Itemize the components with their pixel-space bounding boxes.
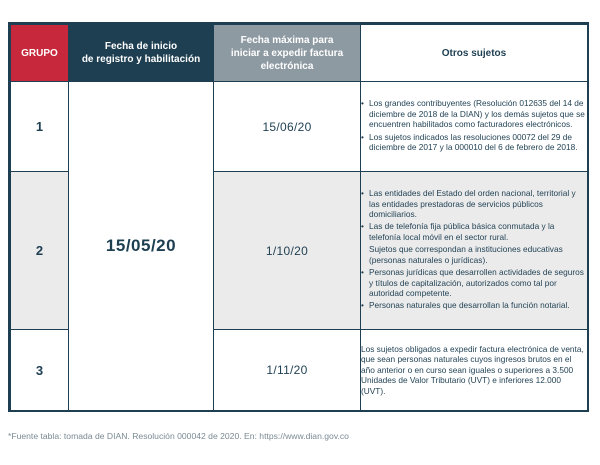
source-footnote: *Fuente tabla: tomada de DIAN. Resolución 000042 de 2020. En: https://www.dian.gov.co (8, 431, 349, 441)
header-fecha-inicio-line2: de registro y habilitación (81, 54, 201, 65)
list-item: • Las entidades del Estado del orden nacional, territorial y las entidades prestadoras de servicios públicos domiciliarios. (369, 188, 587, 219)
fecha-maxima: 1/10/20 (214, 172, 361, 330)
grupo-number: 2 (11, 172, 69, 330)
list-item: • Personas jurídicas que desarrollen actividades de seguros y títulos de capitalización, autorizados como tal por autoridad competente. (369, 267, 587, 298)
header-fecha-maxima-line3: electrónica (260, 60, 314, 72)
header-fecha-maxima-line1: Fecha máxima para (240, 34, 334, 46)
list-item: Los sujetos obligados a expedir factura electrónica de venta, que sean personas naturales cuyos ingresos brutos en el año anterior o en curso sean iguales o superiores a 3.500 Unidades de Valor Tributario (UVT) e inferiores 12.000 (UVT). (361, 343, 584, 396)
header-fecha-maxima (214, 25, 361, 82)
header-otros-sujetos: Otros sujetos (361, 25, 588, 82)
header-row (11, 25, 588, 82)
header-fecha-inicio-line1: Fecha de inicio (104, 41, 178, 52)
grupo-number: 1 (11, 82, 69, 172)
list-item: • Los sujetos indicados las resoluciones 00072 del 29 de diciembre de 2017 y la 000010 del 6 de febrero de 2018. (369, 132, 587, 153)
header-fecha-maxima-line2: iniciar a expedir factura (230, 47, 344, 59)
fecha-inicio-general: 15/05/20 (69, 82, 214, 411)
list-item: • Las de telefonía fija pública básica conmutada y la telefonía local móvil en el sector rural. (369, 221, 587, 242)
otros-sujetos-cell (361, 330, 588, 411)
list-item: Sujetos que correspondan a instituciones educativas (personas naturales o jurídicas). (369, 244, 563, 265)
fecha-maxima: 1/11/20 (214, 330, 361, 411)
list-item: • Personas naturales que desarrollan la función notarial. (369, 300, 587, 310)
otros-sujetos-cell (361, 82, 588, 172)
table-row-grupo-1 (11, 82, 588, 172)
grupo-number: 3 (11, 330, 69, 411)
schedule-table (10, 24, 588, 411)
header-fecha-inicio (69, 25, 214, 82)
header-grupo: GRUPO (11, 25, 69, 82)
fecha-maxima: 15/06/20 (214, 82, 361, 172)
otros-sujetos-cell (361, 172, 588, 330)
list-item: • Los grandes contribuyentes (Resolución 012635 del 14 de diciembre de 2018 de la DIAN) y los demás sujetos que se encuentren habilitados como facturadores electrónicos. (369, 98, 587, 129)
